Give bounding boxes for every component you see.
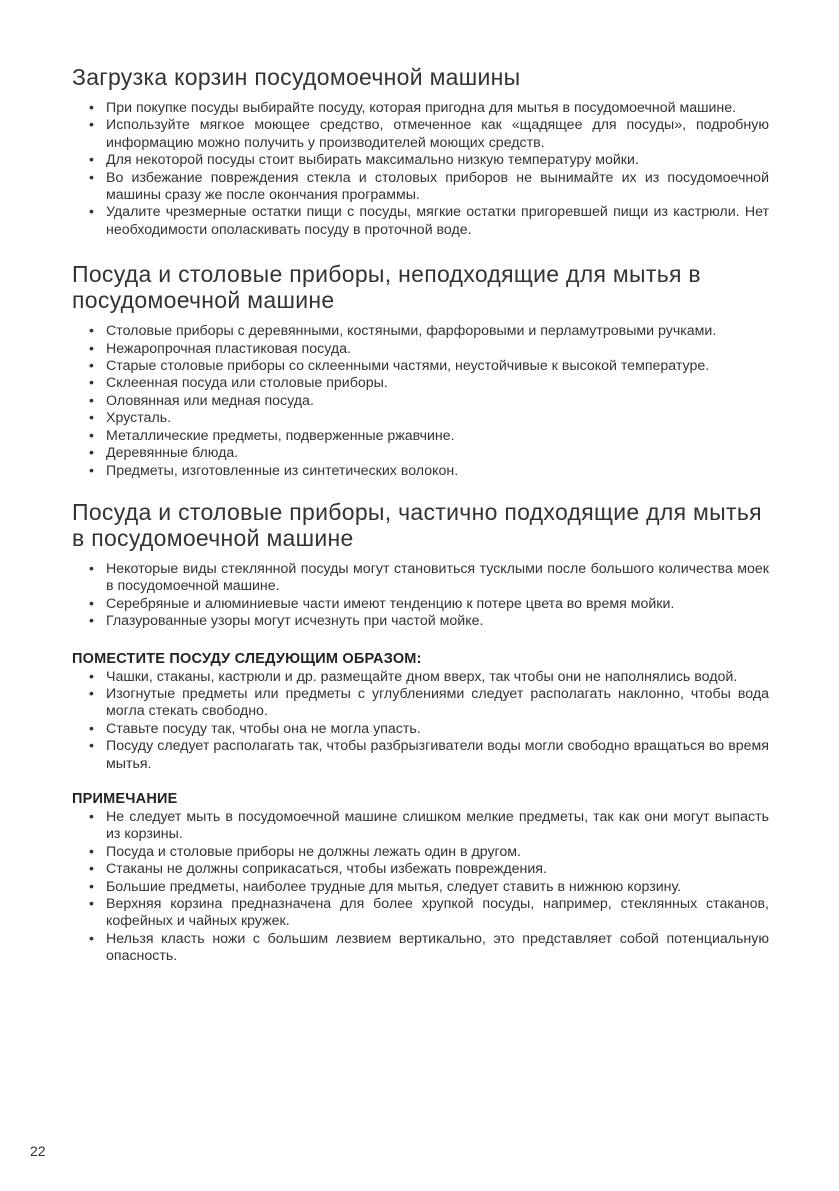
list-item: • Некоторые виды стеклянной посуды могут становиться тусклыми после большого количества моек в посудомоечной машине.: [88, 561, 769, 596]
list-item: • Нельзя класть ножи с большим лезвием вертикально, это представляет собой потенциальную опасность.: [88, 931, 769, 966]
section-heading: Посуда и столовые приборы, неподходящие для мытья в посудомоечной машине: [72, 261, 701, 314]
list-item: • Используйте мягкое моющее средство, отмеченное как «щадящее для посуды», подробную информацию можно получить у производителей моющих средств.: [88, 117, 769, 152]
section-heading: Посуда и столовые приборы, частично подходящие для мытья в посудомоечной машине: [72, 498, 762, 551]
list-item: • Ставьте посуду так, чтобы она не могла упасть.: [88, 721, 769, 738]
section-note: [72, 790, 769, 966]
list-item: • Удалите чрезмерные остатки пищи с посуды, мягкие остатки пригоревшей пищи из кастрюли. Нет необходимости ополаскивать посуду в проточной воде.: [88, 204, 769, 239]
list-item: • Стаканы не должны соприкасаться, чтобы избежать повреждения.: [88, 861, 769, 878]
bullet-list: [72, 809, 769, 966]
list-item: • Склеенная посуда или столовые приборы.: [88, 375, 769, 392]
list-item: • Большие предметы, наиболее трудные для мытья, следует ставить в нижнюю корзину.: [88, 879, 769, 896]
bullet-list: [72, 669, 769, 773]
list-item: • Оловянная или медная посуда.: [88, 393, 769, 410]
list-item: • Металлические предметы, подверженные ржавчине.: [88, 428, 769, 445]
list-item: • Деревянные блюда.: [88, 445, 769, 462]
section-unsuitable-items: [72, 261, 769, 480]
subsection-heading: ПРИМЕЧАНИЕ: [72, 790, 178, 807]
list-item: • Посуда и столовые приборы не должны лежать один в другом.: [88, 844, 769, 861]
bullet-list: [72, 323, 769, 480]
list-item: • Посуду следует располагать так, чтобы разбрызгиватели воды могли свободно вращаться во время мытья.: [88, 738, 769, 773]
bullet-list: [72, 561, 769, 631]
section-heading: Загрузка корзин посудомоечной машины: [72, 64, 521, 90]
list-item: • Во избежание повреждения стекла и столовых приборов не вынимайте их из посудомоечной машины сразу же после окончания программы.: [88, 170, 769, 205]
list-item: • Верхняя корзина предназначена для более хрупкой посуды, например, стеклянных стаканов, кофейных и чайных кружек.: [88, 896, 769, 931]
page-content: [72, 64, 769, 966]
list-item: • Столовые приборы с деревянными, костяными, фарфоровыми и перламутровыми ручками.: [88, 323, 769, 340]
list-item: • Изогнутые предметы или предметы с углублениями следует располагать наклонно, чтобы вода могла стекать свободно.: [88, 686, 769, 721]
subsection-heading: ПОМЕСТИТЕ ПОСУДУ СЛЕДУЮЩИМ ОБРАЗОМ:: [72, 650, 422, 667]
list-item: • Не следует мыть в посудомоечной машине слишком мелкие предметы, так как они могут выпасть из корзины.: [88, 809, 769, 844]
list-item: • Серебряные и алюминиевые части имеют тенденцию к потере цвета во время мойки.: [88, 596, 769, 613]
bullet-list: [72, 100, 769, 239]
list-item: • Нежаропрочная пластиковая посуда.: [88, 341, 769, 358]
list-item: • При покупке посуды выбирайте посуду, которая пригодна для мытья в посудомоечной машине.: [88, 100, 769, 117]
list-item: • Старые столовые приборы со склеенными частями, неустойчивые к высокой температуре.: [88, 358, 769, 375]
page-number: 22: [30, 1143, 46, 1159]
section-placement-instructions: [72, 650, 769, 773]
section-partially-suitable-items: [72, 499, 769, 631]
list-item: • Чашки, стаканы, кастрюли и др. размещайте дном вверх, так чтобы они не наполнялись водой.: [88, 669, 769, 686]
list-item: • Хрусталь.: [88, 410, 769, 427]
list-item: • Глазурованные узоры могут исчезнуть при частой мойке.: [88, 613, 769, 630]
section-loading-baskets: [72, 64, 769, 239]
list-item: • Для некоторой посуды стоит выбирать максимально низкую температуру мойки.: [88, 152, 769, 169]
list-item: • Предметы, изготовленные из синтетических волокон.: [88, 463, 769, 480]
